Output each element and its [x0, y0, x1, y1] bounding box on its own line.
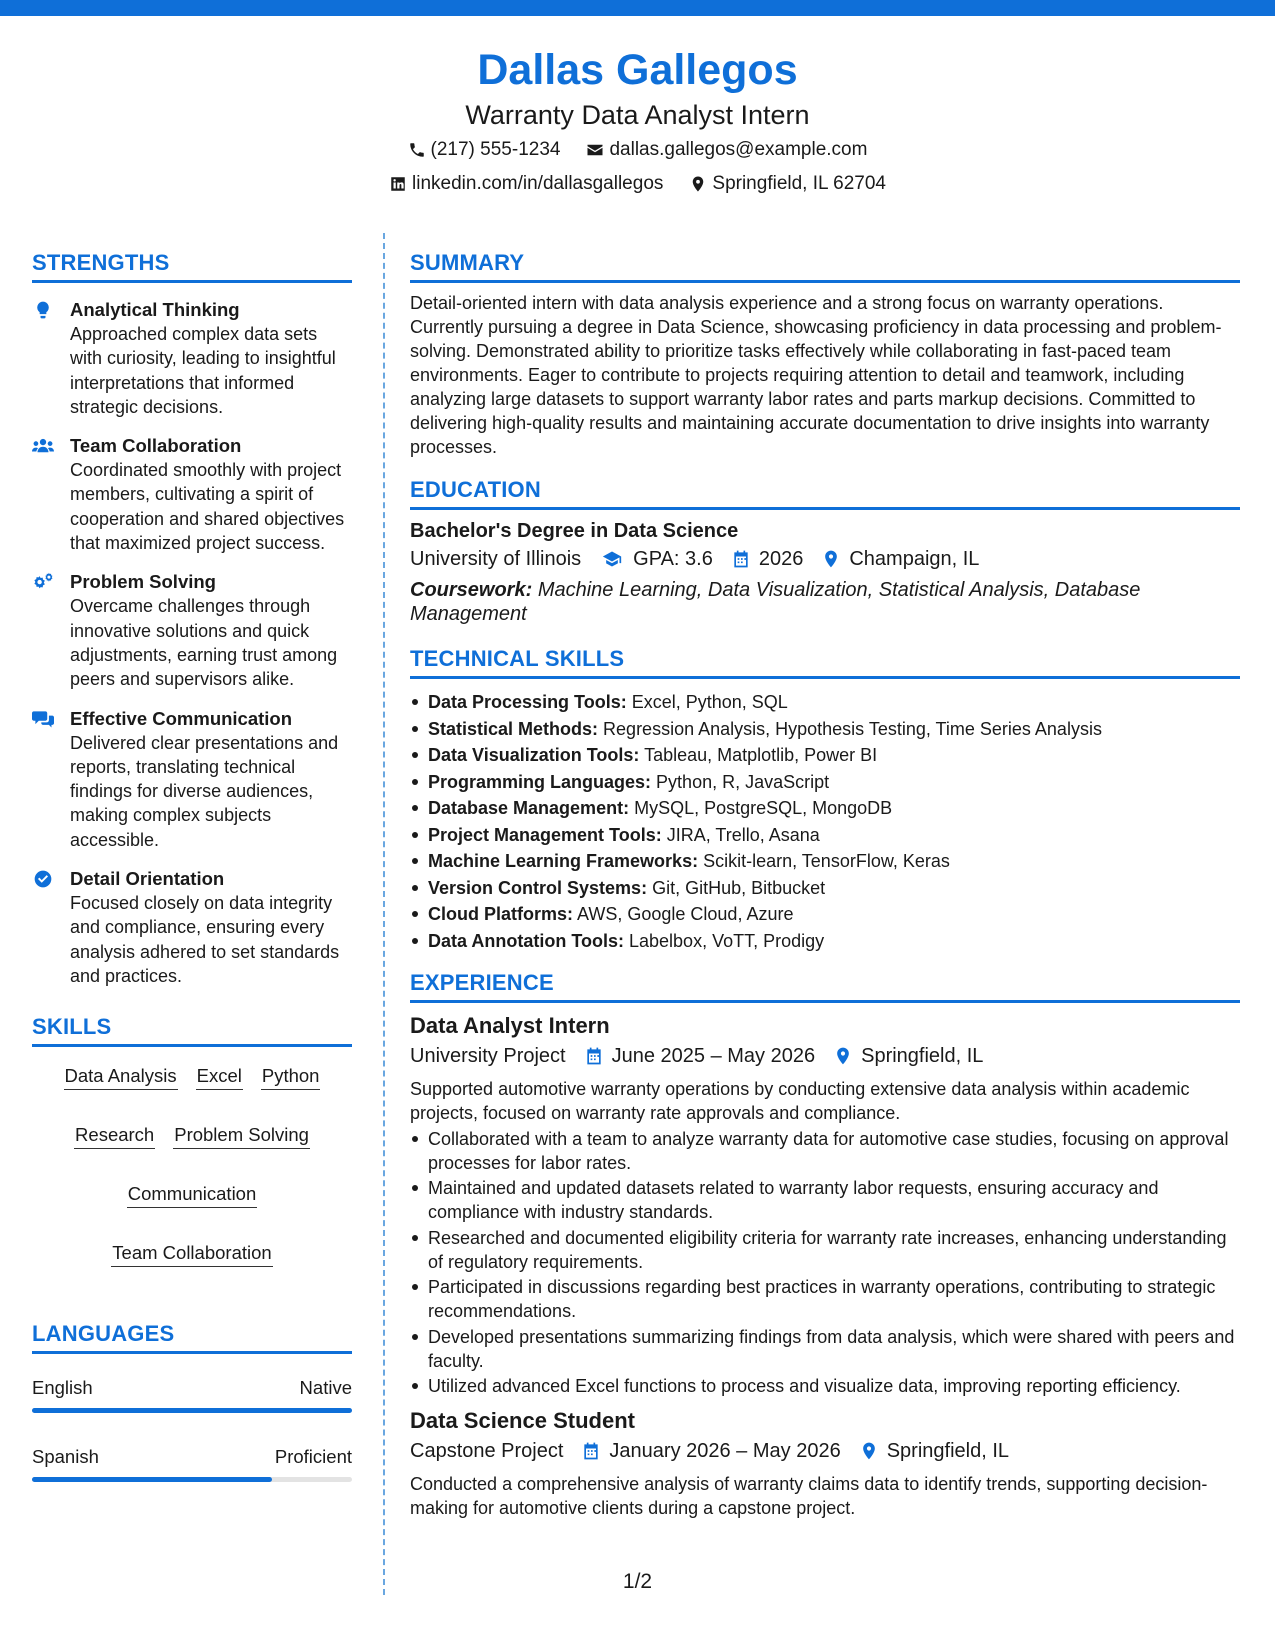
contact-row-2	[0, 168, 1275, 200]
language-item	[32, 1376, 352, 1413]
comments-icon	[32, 709, 54, 729]
job-entry	[410, 1011, 1240, 1398]
language-level: Proficient	[274, 1446, 352, 1468]
top-accent-bar	[0, 0, 1275, 16]
users-icon	[32, 436, 54, 456]
list-item: Programming Languages: Python, R, JavaScript	[410, 769, 1240, 796]
list-item: Project Management Tools: JIRA, Trello, Asana	[410, 822, 1240, 849]
job-meta	[410, 1041, 1240, 1071]
list-item: Participated in discussions regarding best practices in warranty operations, contributing to strategic recommendations.	[410, 1275, 1240, 1323]
location-text: Springfield, IL 62704	[712, 173, 886, 194]
language-bar-fill	[32, 1477, 272, 1482]
envelope-icon	[586, 141, 604, 159]
grad-year: 2026	[758, 548, 804, 570]
coursework-list: Machine Learning, Data Visualization, Statistical Analysis, Database Management	[410, 579, 1141, 625]
strength-desc: Overcame challenges through innovative solutions and quick adjustments, earning trust among peers and supervisors alike.	[70, 596, 338, 690]
list-item: Data Annotation Tools: Labelbox, VoTT, Prodigy	[410, 928, 1240, 955]
resume-header	[0, 42, 1275, 200]
contact-email[interactable]	[586, 134, 867, 166]
map-marker-icon	[833, 1046, 853, 1066]
strength-item	[32, 569, 352, 691]
job-org: Capstone Project	[410, 1440, 564, 1462]
skill-tag: Python	[261, 1063, 321, 1090]
check-circle-icon	[32, 869, 54, 889]
calendar-icon	[581, 1441, 601, 1461]
left-column	[32, 248, 352, 1482]
linkedin-icon	[389, 175, 407, 193]
job-bullets	[410, 1127, 1240, 1399]
phone-icon	[408, 141, 426, 159]
summary-heading: SUMMARY	[410, 248, 1240, 283]
contact-linkedin[interactable]	[389, 168, 663, 200]
lightbulb-icon	[32, 300, 54, 320]
graduation-cap-icon	[599, 549, 625, 569]
column-divider	[383, 233, 385, 1595]
language-bar-fill	[32, 1408, 352, 1413]
languages-heading: LANGUAGES	[32, 1319, 352, 1354]
job-title: Data Science Student	[410, 1408, 635, 1433]
linkedin-text[interactable]: linkedin.com/in/dallasgallegos	[412, 173, 664, 194]
skill-tag: Data Analysis	[64, 1063, 178, 1090]
job-meta	[410, 1436, 1240, 1466]
calendar-icon	[731, 549, 751, 569]
language-bar	[32, 1477, 352, 1482]
technical-skills-list	[410, 689, 1240, 954]
candidate-name: Dallas Gallegos	[477, 46, 798, 94]
candidate-title: Warranty Data Analyst Intern	[465, 100, 810, 130]
skill-tag: Problem Solving	[173, 1122, 310, 1149]
right-column	[410, 248, 1240, 1520]
job-title: Data Analyst Intern	[410, 1013, 610, 1038]
skill-tag: Excel	[196, 1063, 243, 1090]
list-item: Developed presentations summarizing findings from data analysis, which were shared with peers and faculty.	[410, 1325, 1240, 1373]
skill-tag: Team Collaboration	[111, 1240, 272, 1267]
strength-desc: Coordinated smoothly with project members, cultivating a spirit of cooperation and shared objectives that maximized project success.	[70, 460, 345, 554]
job-entry	[410, 1406, 1240, 1520]
map-marker-icon	[821, 549, 841, 569]
strength-item	[32, 866, 352, 988]
strength-title: Problem Solving	[70, 571, 216, 593]
strength-item	[32, 706, 352, 852]
language-item	[32, 1445, 352, 1482]
language-name: Spanish	[32, 1446, 99, 1468]
job-dates: January 2026 – May 2026	[609, 1440, 841, 1462]
strength-title: Effective Communication	[70, 707, 293, 729]
education-heading: EDUCATION	[410, 475, 1240, 510]
strength-desc: Approached complex data sets with curiosity, leading to insightful interpretations that informed strategic decisions.	[70, 324, 336, 417]
map-marker-icon	[689, 175, 707, 193]
school-location: Champaign, IL	[849, 548, 980, 570]
map-marker-icon	[859, 1441, 879, 1461]
job-location: Springfield, IL	[861, 1045, 984, 1067]
language-bar	[32, 1408, 352, 1413]
skills-tags	[32, 1063, 352, 1267]
job-description: Conducted a comprehensive analysis of warranty claims data to identify trends, supporting decision-making for automotive clients during a capstone project.	[410, 1474, 1208, 1518]
contact-row-1	[0, 134, 1275, 166]
summary-text: Detail-oriented intern with data analysis experience and a strong focus on warranty operations. Currently pursuing a degree in Data Science, showcasing proficiency in data processing and problem-solving. Demonstrated ability to prioritize tasks effectively while collaborating in fast-paced team environments. Eager to contribute to projects requiring attention to detail and teamwork, including analyzing large datasets to support warranty labor rates and parts markup decisions. Committed to delivering high-quality results and maintaining accurate documentation to drive insights into warranty processes.	[410, 293, 1222, 457]
list-item: Utilized advanced Excel functions to process and visualize data, improving reporting efficiency.	[410, 1374, 1240, 1398]
language-name: English	[32, 1377, 93, 1399]
strength-title: Team Collaboration	[70, 435, 242, 457]
job-dates: June 2025 – May 2026	[611, 1045, 816, 1067]
phone-text: (217) 555-1234	[430, 139, 561, 160]
list-item: Version Control Systems: Git, GitHub, Bitbucket	[410, 875, 1240, 902]
list-item: Statistical Methods: Regression Analysis, Hypothesis Testing, Time Series Analysis	[410, 716, 1240, 743]
strength-desc: Focused closely on data integrity and compliance, ensuring every analysis adhered to set standards and practices.	[70, 893, 340, 986]
list-item: Cloud Platforms: AWS, Google Cloud, Azure	[410, 901, 1240, 928]
list-item: Machine Learning Frameworks: Scikit-learn, TensorFlow, Keras	[410, 848, 1240, 875]
job-location: Springfield, IL	[886, 1440, 1009, 1462]
job-org: University Project	[410, 1045, 566, 1067]
strengths-heading: STRENGTHS	[32, 248, 352, 283]
education-meta	[410, 544, 1240, 574]
list-item: Collaborated with a team to analyze warranty data for automotive case studies, focusing on approval processes for labor rates.	[410, 1127, 1240, 1175]
job-description: Supported automotive warranty operations by conducting extensive data analysis within academic projects, focused on warranty rate approvals and compliance.	[410, 1079, 1190, 1123]
skill-tag: Research	[74, 1122, 155, 1149]
list-item: Researched and documented eligibility criteria for warranty rate increases, enhancing understanding of regulatory requirements.	[410, 1226, 1240, 1274]
degree-title: Bachelor's Degree in Data Science	[410, 520, 739, 542]
language-level: Native	[299, 1377, 352, 1399]
skills-heading: SKILLS	[32, 1012, 352, 1047]
technical-skills-heading: TECHNICAL SKILLS	[410, 644, 1240, 679]
gpa-text: GPA: 3.6	[633, 548, 713, 570]
strength-desc: Delivered clear presentations and reports, translating technical findings for diverse audiences, making complex subjects accessible.	[70, 732, 339, 850]
strength-title: Detail Orientation	[70, 868, 225, 890]
coursework-label: Coursework:	[410, 579, 533, 601]
strength-title: Analytical Thinking	[70, 299, 240, 320]
calendar-icon	[584, 1046, 604, 1066]
skill-tag: Communication	[127, 1181, 258, 1208]
experience-heading: EXPERIENCE	[410, 968, 1240, 1003]
coursework	[410, 578, 1240, 626]
gears-icon	[32, 572, 54, 592]
contact-location	[689, 168, 886, 200]
list-item: Database Management: MySQL, PostgreSQL, MongoDB	[410, 795, 1240, 822]
school-name: University of Illinois	[410, 548, 582, 570]
strength-item	[32, 433, 352, 555]
list-item: Data Processing Tools: Excel, Python, SQL	[410, 689, 1240, 716]
email-text[interactable]: dallas.gallegos@example.com	[609, 139, 868, 160]
list-item: Maintained and updated datasets related to warranty labor requests, ensuring accuracy and compliance with industry standards.	[410, 1176, 1240, 1224]
list-item: Data Visualization Tools: Tableau, Matplotlib, Power BI	[410, 742, 1240, 769]
strength-item	[32, 297, 352, 419]
page-indicator: 1/2	[622, 1570, 653, 1593]
contact-phone	[408, 134, 561, 166]
